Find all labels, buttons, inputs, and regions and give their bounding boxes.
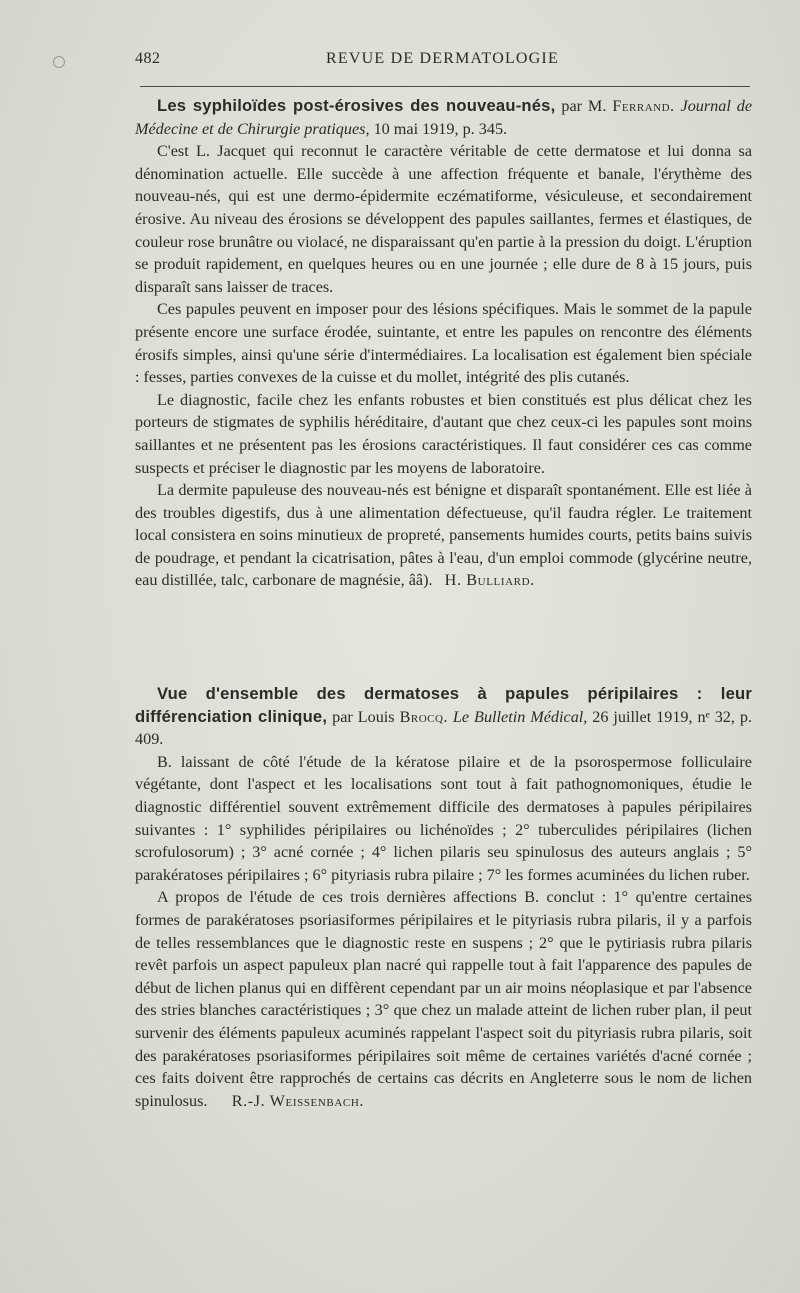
page-header xyxy=(135,50,750,72)
paragraph: Le diagnostic, facile chez les enfants robustes et bien constitués est plus délicat chez les porteurs de stigmates de syphilis héréditaire, d'autant que chez ceux-ci les papules sont moins saillantes et ne présentent pas les érosions caractéristiques. Il faut considérer ces cas comme suspects et préciser le diagnostic par les moyens de laboratoire. xyxy=(135,390,752,477)
article-syphiloides xyxy=(135,95,752,592)
paragraph-with-signature xyxy=(135,479,752,592)
header-rule xyxy=(140,86,750,87)
article-by: par M. xyxy=(561,97,607,115)
signature: H. Bulliard. xyxy=(444,571,535,590)
paragraph-with-signature xyxy=(135,886,752,1112)
paragraph: C'est L. Jacquet qui reconnut le caractère véritable de cette dermatose et lui donna sa dénomination actuelle. Elle succède à une affection fréquente et banale, l'érythème des nouveau-nés, qui est une dermo-épidermite eczématiforme, vésiculeuse, et secondairement érosive. Au niveau des érosions se développent des papules saillantes, fermes et élastiques, de couleur rose brunâtre ou violacé, ne disparaissant qu'en partie à la pression du doigt. L'éruption se produit rapidement, en quelques heures ou en une journée ; elle dure de 8 à 15 jours, puis disparaît sans laisser de traces. xyxy=(135,142,752,296)
binding-hole-mark xyxy=(53,56,65,68)
article-heading xyxy=(135,95,752,140)
article-author: Brocq. xyxy=(399,707,448,726)
signature: R.-J. Weissenbach. xyxy=(231,1091,365,1110)
article-author: Ferrand. xyxy=(612,97,675,115)
running-title: REVUE DE DERMATOLOGIE xyxy=(326,50,559,67)
article-journal: Journal de Médecine et de Chirurgie pratiques, xyxy=(135,97,753,138)
article-title: Vue d'ensemble des dermatoses à papules péripilaires : leur différenciation clinique, xyxy=(135,684,752,726)
paragraph: Ces papules peuvent en imposer pour des lésions spécifiques. Mais le sommet de la papule présente encore une surface érodée, suintante, et entre les papules on rencontre des éléments érosifs simples, ainsi qu'une série d'intermédiaires. La localisation est également bien spéciale : fesses, parties convexes de la cuisse et du mollet, intégrité des plis cutanés. xyxy=(135,300,752,387)
article-dermatoses-peripilaires xyxy=(135,683,752,1112)
article-by: par Louis xyxy=(332,707,395,726)
paragraph-text: A propos de l'étude de ces trois dernières affections B. conclut : 1° qu'entre certaines formes de parakératoses psoriasiformes péripilaires et le pityriasis rubra pilaris, il y a parfois de telles ressemblances que le diagnostic reste en suspens ; 2° que le pytiriasis rubra pilaris revêt parfois un aspect papuleux plan nacré qui rappelle tout à fait l'apparence des papules de début de lichen planus qui en diffèrent cependant par un air moins néoplasique et par l'absence des stries blanches caractéristiques ; 3° que chez un malade atteint de lichen ruber plan, il peut survenir des éléments papuleux acuminés rappelant l'aspect soit du pityriasis rubra pilaris, soit des parakératoses psoriasiformes péripilaires soit même de certaines variétés d'acné cornée ; ces faits doivent être rapprochés de certains cas décrits en Angleterre sous le nom de lichen spinulosus. xyxy=(135,888,752,1110)
paragraph: B. laissant de côté l'étude de la kératose pilaire et de la psorospermose folliculaire végétante, dont l'aspect et les localisations sont tout à fait pathognomoniques, étudie le diagnostic différentiel souvent extrêmement difficile des dermatoses à papules péripilaires suivantes : 1° syphilides péripilaires ou lichénoïdes ; 2° tuberculides péripilaires (lichen scrofulosorum) ; 3° acné cornée ; 4° lichen pilaris seu spinulosus des auteurs anglais ; 5° parakératoses péripilaires ; 6° pityriasis rubra pilaire ; 7° les formes acuminées du lichen ruber. xyxy=(135,752,752,884)
article-citation: 10 mai 1919, p. 345. xyxy=(373,119,508,138)
page-number: 482 xyxy=(135,50,161,67)
article-journal: Le Bulletin Médical, xyxy=(452,707,588,726)
article-heading xyxy=(135,683,752,751)
paragraph-text: La dermite papuleuse des nouveau-nés est bénigne et disparaît spontanément. Elle est liée à des troubles digestifs, dus à une alimentation défectueuse, qu'il faudra régler. Le traitement local consistera en soins minutieux de propreté, pansements humides courts, petits bains suivis de poudrage, et pendant la cicatrisation, pâtes à l'eau, d'un emploi commode (glycérine neutre, eau distillée, talc, carbonare de magnésie, ââ). xyxy=(135,481,752,590)
article-citation: 26 juillet 1919, nᵉ 32, p. 409. xyxy=(135,707,753,749)
article-title: Les syphiloïdes post-érosives des nouveau-nés, xyxy=(157,96,556,115)
